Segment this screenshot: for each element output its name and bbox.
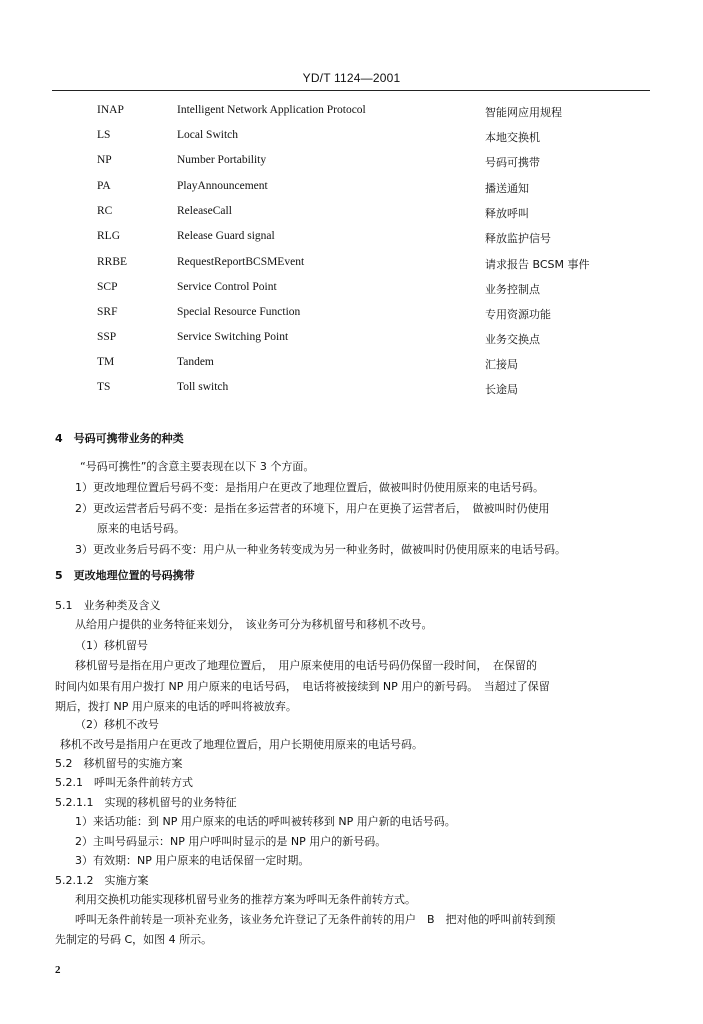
abbreviation-chinese: 本地交换机 xyxy=(485,131,540,144)
abbreviation-term: TM xyxy=(97,356,115,368)
abbreviation-term: PA xyxy=(97,180,111,192)
abbreviation-term: RLG xyxy=(97,230,120,242)
section-5-2-heading: 5.2 移机留号的实施方案 xyxy=(55,757,183,770)
abbreviation-row xyxy=(0,230,703,250)
abbreviation-row xyxy=(0,356,703,376)
subheading: （2）移机不改号 xyxy=(75,718,159,731)
paragraph: 移机留号是指在用户更改了地理位置后， 用户原来使用的电话号码仍保留一段时间， 在保留的 xyxy=(75,659,537,672)
abbreviation-row xyxy=(0,104,703,124)
section-5-heading: 5 更改地理位置的号码携带 xyxy=(55,569,195,582)
paragraph: 利用交换机功能实现移机留号业务的推荐方案为呼叫无条件前转方式。 xyxy=(75,893,416,906)
abbreviation-chinese: 专用资源功能 xyxy=(485,308,551,321)
list-item: 2）更改运营者后号码不变：是指在多运营者的环境下，用户在更换了运营者后， 做被叫时仍使用 xyxy=(75,502,550,515)
abbreviation-english: Service Switching Point xyxy=(177,331,289,343)
abbreviation-row xyxy=(0,256,703,276)
abbreviation-english: Toll switch xyxy=(177,381,229,393)
abbreviation-row xyxy=(0,381,703,401)
abbreviation-chinese: 业务控制点 xyxy=(485,283,540,296)
abbreviation-term: INAP xyxy=(97,104,124,116)
abbreviation-english: Release Guard signal xyxy=(177,230,275,242)
abbreviation-term: SRF xyxy=(97,306,118,318)
abbreviation-english: Tandem xyxy=(177,356,214,368)
abbreviation-chinese: 长途局 xyxy=(485,383,518,396)
abbreviation-chinese: 请求报告 BCSM 事件 xyxy=(485,258,590,271)
abbreviation-chinese: 号码可携带 xyxy=(485,156,540,169)
abbreviation-term: RC xyxy=(97,205,113,217)
abbreviation-row xyxy=(0,129,703,149)
abbreviation-term: TS xyxy=(97,381,111,393)
abbreviation-english: Special Resource Function xyxy=(177,306,301,318)
list-item-continuation: 原来的电话号码。 xyxy=(97,522,185,535)
abbreviation-chinese: 释放监护信号 xyxy=(485,232,551,245)
paragraph: 期后，拨打 NP 用户原来的电话的呼叫将被放弃。 xyxy=(55,700,297,713)
abbreviation-term: LS xyxy=(97,129,111,141)
abbreviation-english: PlayAnnouncement xyxy=(177,180,268,192)
abbreviation-row xyxy=(0,306,703,326)
abbreviation-row xyxy=(0,331,703,351)
header-rule xyxy=(52,90,650,91)
abbreviation-row xyxy=(0,281,703,301)
paragraph: 移机不改号是指用户在更改了地理位置后，用户长期使用原来的电话号码。 xyxy=(60,738,423,751)
list-item: 1）来话功能：到 NP 用户原来的电话的呼叫被转移到 NP 用户新的电话号码。 xyxy=(75,815,456,828)
abbreviation-english: Service Control Point xyxy=(177,281,277,293)
abbreviation-row xyxy=(0,154,703,174)
abbreviation-row xyxy=(0,205,703,225)
abbreviation-term: NP xyxy=(97,154,112,166)
page-number: 2 xyxy=(55,964,61,976)
abbreviation-english: RequestReportBCSMEvent xyxy=(177,256,305,268)
section-5-2-1-heading: 5.2.1 呼叫无条件前转方式 xyxy=(55,776,193,789)
paragraph: 先制定的号码 C，如图 4 所示。 xyxy=(55,933,213,946)
list-item: 1）更改地理位置后号码不变：是指用户在更改了地理位置后，做被叫时仍使用原来的电话号码。 xyxy=(75,481,544,494)
paragraph: 时间内如果有用户拨打 NP 用户原来的电话号码， 电话将被接续到 NP 用户的新号码。 当超过了保留 xyxy=(55,680,550,693)
section-5-2-1-1-heading: 5.2.1.1 实现的移机留号的业务特征 xyxy=(55,796,237,809)
abbreviation-english: Number Portability xyxy=(177,154,267,166)
abbreviation-term: SCP xyxy=(97,281,118,293)
abbreviation-english: Local Switch xyxy=(177,129,238,141)
abbreviation-row xyxy=(0,180,703,200)
list-item: 3）有效期：NP 用户原来的电话保留一定时期。 xyxy=(75,854,310,867)
page-header: YD/T 1124—2001 xyxy=(302,71,401,85)
abbreviation-term: RRBE xyxy=(97,256,128,268)
section-4-heading: 4 号码可携带业务的种类 xyxy=(55,432,184,445)
paragraph: 从给用户提供的业务特征来划分， 该业务可分为移机留号和移机不改号。 xyxy=(75,618,433,631)
paragraph: “号码可携性”的含意主要表现在以下 3 个方面。 xyxy=(80,460,315,473)
section-5-2-1-2-heading: 5.2.1.2 实施方案 xyxy=(55,874,149,887)
abbreviation-chinese: 汇接局 xyxy=(485,358,518,371)
list-item: 3）更改业务后号码不变：用户从一种业务转变成为另一种业务时，做被叫时仍使用原来的电话号码。 xyxy=(75,543,566,556)
abbreviation-chinese: 智能网应用规程 xyxy=(485,106,562,119)
abbreviation-chinese: 业务交换点 xyxy=(485,333,540,346)
section-5-1-heading: 5.1 业务种类及含义 xyxy=(55,599,161,612)
abbreviation-chinese: 播送通知 xyxy=(485,182,529,195)
paragraph: 呼叫无条件前转是一项补充业务，该业务允许登记了无条件前转的用户 B 把对他的呼叫前转到预 xyxy=(75,913,556,926)
abbreviation-english: Intelligent Network Application Protocol xyxy=(177,104,366,116)
subheading: （1）移机留号 xyxy=(75,639,148,652)
abbreviation-chinese: 释放呼叫 xyxy=(485,207,529,220)
abbreviation-english: ReleaseCall xyxy=(177,205,232,217)
abbreviation-term: SSP xyxy=(97,331,117,343)
list-item: 2）主叫号码显示：NP 用户呼叫时显示的是 NP 用户的新号码。 xyxy=(75,835,387,848)
